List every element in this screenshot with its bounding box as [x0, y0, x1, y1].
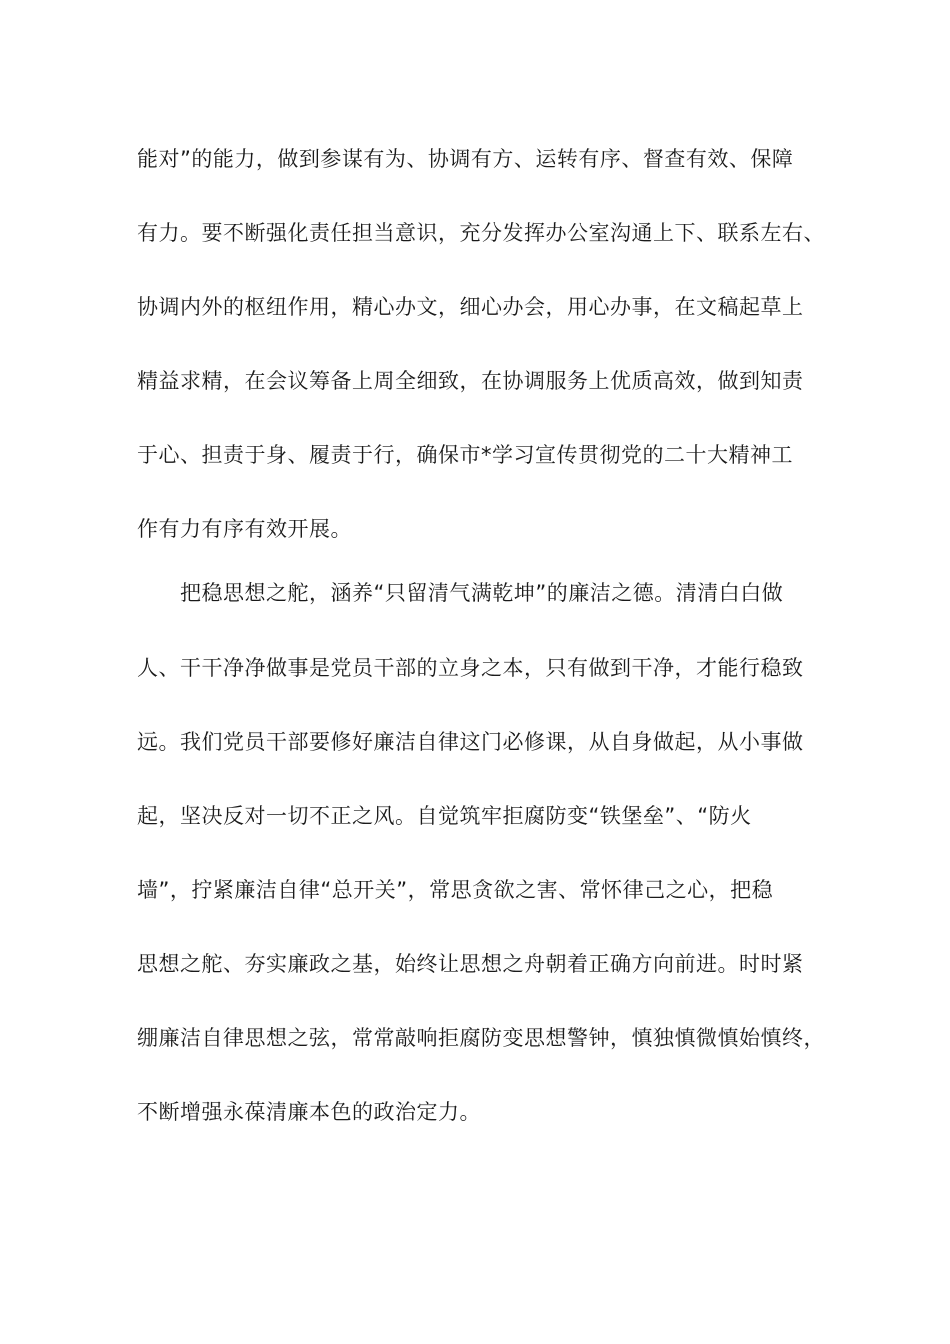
text-line: 人、干干净净做事是党员干部的立身之本，只有做到干净，才能行稳致: [137, 656, 804, 680]
text-line: 于心、担责于身、履责于行，确保市*学习宣传贯彻党的二十大精神工: [137, 443, 793, 467]
text-line: 起，坚决反对一切不正之风。自觉筑牢拒腐防变“铁堡垒”、“防火: [137, 804, 752, 828]
text-line: 有力。要不断强化责任担当意识，充分发挥办公室沟通上下、联系左右、: [137, 221, 825, 245]
text-line: 能对”的能力，做到参谋有为、协调有方、运转有序、督查有效、保障: [137, 147, 794, 171]
text-line: 思想之舵、夯实廉政之基，始终让思想之舟朝着正确方向前进。时时紧: [137, 952, 804, 976]
text-line: 远。我们党员干部要修好廉洁自律这门必修课，从自身做起，从小事做: [137, 730, 804, 754]
text-line: 精益求精，在会议筹备上周全细致，在协调服务上优质高效，做到知责: [137, 369, 804, 393]
text-line: 墙”，拧紧廉洁自律“总开关”，常思贪欲之害、常怀律己之心，把稳: [137, 878, 774, 902]
text-line: 作有力有序有效开展。: [137, 517, 352, 541]
text-line: 协调内外的枢纽作用，精心办文，细心办会，用心办事，在文稿起草上: [137, 295, 804, 319]
text-line: 不断增强永葆清廉本色的政治定力。: [137, 1100, 481, 1124]
text-line: 绷廉洁自律思想之弦，常常敲响拒腐防变思想警钟，慎独慎微慎始慎终，: [137, 1026, 825, 1050]
paragraph-first-line: 把稳思想之舵，涵养“只留清气满乾坤”的廉洁之德。清清白白做: [180, 581, 784, 605]
